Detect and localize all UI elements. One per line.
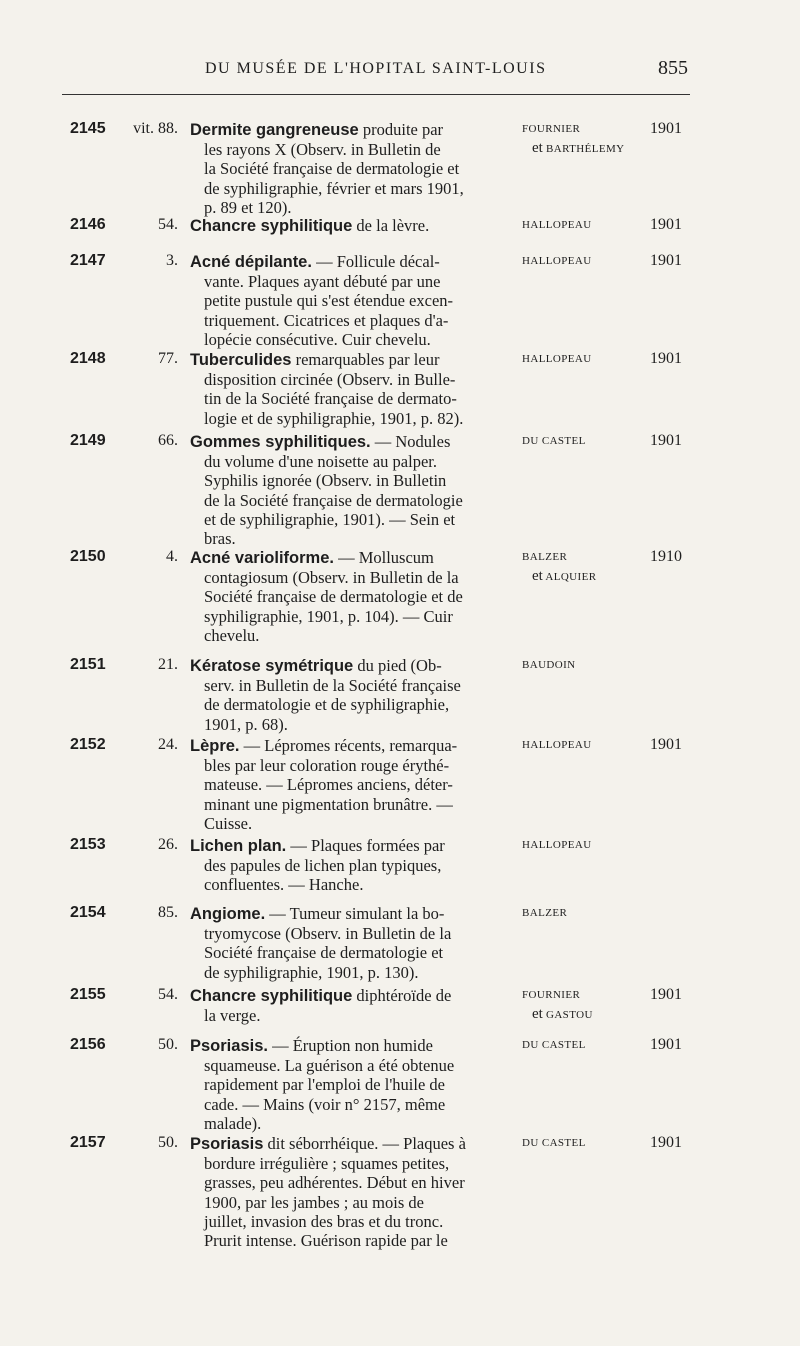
entry-description (190, 252, 508, 349)
entry-author-line-2 (522, 567, 652, 587)
entry-author-1: HALLOPEAU (522, 255, 592, 267)
page-number: 855 (658, 57, 688, 79)
entry-text-line: Société française de dermatologie et de (204, 587, 463, 607)
entry-first-line (190, 432, 508, 452)
entry-text-line: et de syphiligraphie, 1901). — Sein et (204, 509, 456, 529)
entry-description (190, 1036, 508, 1133)
entry-text-line: bles par leur coloration rouge érythé- (204, 756, 450, 776)
entry-title: Chancre syphilitique (190, 987, 353, 1005)
entry-text-line: produite par (362, 120, 444, 139)
entry-first-line (190, 252, 508, 272)
entry-first-line (190, 548, 508, 568)
entry-authors (522, 432, 652, 451)
entry-authors (522, 350, 652, 369)
entry-text-line: tin de la Société française de dermato- (204, 389, 457, 409)
entry-text-line: p. 89 et 120). (204, 197, 292, 217)
entry-first-line (190, 1036, 508, 1056)
entry-author-1: BAUDOIN (522, 659, 576, 671)
entry-text-line: squameuse. La guérison a été obtenue (204, 1056, 455, 1076)
entry-number: 2148 (70, 350, 106, 367)
entry-author-conjunction: et (532, 568, 543, 585)
entry-authors (522, 120, 652, 159)
entry-author-1: BALZER (522, 551, 568, 563)
entry-number: 2155 (70, 986, 106, 1003)
entry-authors (522, 548, 652, 587)
entry-text-line: des papules de lichen plan typiques, (204, 856, 442, 876)
entry-text-line: rapidement par l'emploi de l'huile de (204, 1075, 445, 1095)
entry-year: 1910 (650, 548, 682, 565)
entry-author-1: BALZER (522, 907, 568, 919)
entry-title: Dermite gangreneuse (190, 121, 359, 139)
entry-reference: 54. (158, 986, 178, 1003)
entry-author-1: HALLOPEAU (522, 739, 592, 751)
entry-author-1: FOURNIER (522, 123, 581, 135)
entry-text-line: bordure irrégulière ; squames petites, (204, 1154, 450, 1174)
entry-author-1: FOURNIER (522, 989, 581, 1001)
entry-author-1: DU CASTEL (522, 1039, 586, 1051)
entry-authors (522, 736, 652, 755)
entry-text-line: — Plaques formées par (290, 836, 445, 855)
entry-text-line: — Lépromes récents, remarqua- (243, 736, 458, 755)
entry-text-line: 1901, p. 68). (204, 714, 288, 734)
entry-author-conjunction: et (532, 1006, 543, 1023)
entry-first-line (190, 904, 508, 924)
entry-first-line (190, 986, 508, 1006)
entry-description (190, 350, 508, 428)
entry-text-line: minant une pigmentation brunâtre. — (204, 794, 453, 814)
entry-description (190, 986, 508, 1025)
entry-text-line: Prurit intense. Guérison rapide par le (204, 1231, 448, 1251)
entry-authors (522, 1036, 652, 1055)
entry-number: 2147 (70, 252, 106, 269)
entry-text-line: les rayons X (Observ. in Bulletin de (204, 140, 441, 160)
entry-author-2: BARTHÉLEMY (545, 143, 625, 156)
entry-title: Lichen plan. (190, 837, 287, 855)
entry-year: 1901 (650, 432, 682, 449)
entry-authors (522, 252, 652, 271)
entry-authors (522, 656, 652, 675)
entry-text-line: syphiligraphie, 1901, p. 104). — Cuir (204, 606, 453, 626)
entry-year: 1901 (650, 986, 682, 1003)
entry-number: 2149 (70, 432, 106, 449)
entry-text-line: de syphiligraphie, février et mars 1901, (204, 178, 464, 198)
entry-text-line: — Nodules (374, 432, 451, 451)
entry-text-line: vante. Plaques ayant débuté par une (204, 272, 441, 292)
entry-number: 2146 (70, 216, 106, 233)
entry-text-line: disposition circinée (Observ. in Bulle- (204, 370, 456, 390)
entry-reference: vit. 88. (133, 120, 178, 137)
entry-text-line: lopécie consécutive. Cuir chevelu. (204, 329, 431, 349)
entry-year: 1901 (650, 120, 682, 137)
entry-year: 1901 (650, 1134, 682, 1151)
entry-title: Psoriasis. (190, 1037, 268, 1055)
entry-author-line-2 (522, 1005, 652, 1025)
entry-reference: 66. (158, 432, 178, 449)
entry-authors (522, 1134, 652, 1153)
entry-reference: 24. (158, 736, 178, 753)
entry-reference: 50. (158, 1036, 178, 1053)
entry-text-line: de dermatologie et de syphiligraphie, (204, 695, 450, 715)
entry-title: Chancre syphilitique (190, 217, 353, 235)
entry-author-2: GASTOU (545, 1009, 593, 1022)
entry-author-1: HALLOPEAU (522, 353, 592, 365)
entry-text-line: serv. in Bulletin de la Société française (204, 676, 461, 696)
entry-number: 2152 (70, 736, 106, 753)
entry-authors (522, 904, 652, 923)
entry-text-line: de syphiligraphie, 1901, p. 130). (204, 962, 419, 982)
entry-year: 1901 (650, 216, 682, 233)
entry-description (190, 432, 508, 548)
entry-text-line: du volume d'une noisette au palper. (204, 452, 437, 472)
running-title: DU MUSÉE DE L'HOPITAL SAINT-LOUIS (205, 60, 547, 77)
entry-description (190, 656, 508, 734)
entry-number: 2156 (70, 1036, 106, 1053)
entry-title: Kératose symétrique (190, 657, 354, 675)
entry-text-line: Syphilis ignorée (Observ. in Bulletin (204, 471, 447, 491)
entry-text-line: la Société française de dermatologie et (204, 159, 460, 179)
entry-text-line: Société française de dermatologie et (204, 943, 444, 963)
entry-reference: 50. (158, 1134, 178, 1151)
entry-reference: 4. (166, 548, 178, 565)
entry-first-line (190, 736, 508, 756)
entry-reference: 26. (158, 836, 178, 853)
entry-author-1: DU CASTEL (522, 1137, 586, 1149)
entry-text-line: 1900, par les jambes ; au mois de (204, 1192, 424, 1212)
entry-text-line: remarquables par leur (295, 350, 440, 369)
entry-number: 2145 (70, 120, 106, 137)
entry-text-line: — Éruption non humide (272, 1036, 433, 1055)
entry-text-line: juillet, invasion des bras et du tronc. (204, 1211, 444, 1231)
entry-reference: 77. (158, 350, 178, 367)
entry-text-line: petite pustule qui s'est étendue excen- (204, 291, 454, 311)
entry-text-line: — Tumeur simulant la bo- (269, 904, 445, 923)
entry-author-1: HALLOPEAU (522, 219, 592, 231)
entry-year: 1901 (650, 252, 682, 269)
entry-reference: 85. (158, 904, 178, 921)
entry-first-line (190, 216, 508, 236)
entry-text-line: diphtéroïde de (356, 986, 452, 1005)
entry-number: 2157 (70, 1134, 106, 1151)
entry-reference: 54. (158, 216, 178, 233)
entry-author-conjunction: et (532, 140, 543, 157)
entry-first-line (190, 656, 508, 676)
entry-year: 1901 (650, 350, 682, 367)
entry-description (190, 904, 508, 982)
entry-text-line: mateuse. — Lépromes anciens, déter- (204, 775, 453, 795)
entry-title: Lèpre. (190, 737, 240, 755)
entry-author-line-2 (522, 139, 652, 159)
entry-title: Tuberculides (190, 351, 292, 369)
entry-text-line: contagiosum (Observ. in Bulletin de la (204, 568, 459, 588)
entry-text-line: du pied (Ob- (357, 656, 442, 675)
entry-text-line: triquement. Cicatrices et plaques d'a- (204, 310, 449, 330)
entry-authors (522, 986, 652, 1025)
entry-reference: 21. (158, 656, 178, 673)
entry-title: Angiome. (190, 905, 266, 923)
entry-text-line: Cuisse. (204, 813, 253, 833)
entry-text-line: cade. — Mains (voir n° 2157, même (204, 1094, 446, 1114)
entry-title: Acné varioliforme. (190, 549, 334, 567)
entry-description (190, 120, 508, 217)
entry-first-line (190, 836, 508, 856)
entry-description (190, 548, 508, 645)
entry-description (190, 216, 508, 236)
entry-first-line (190, 120, 508, 140)
entry-reference: 3. (166, 252, 178, 269)
entry-first-line (190, 1134, 508, 1154)
entry-year: 1901 (650, 1036, 682, 1053)
entry-text-line: de la lèvre. (356, 216, 430, 235)
entry-number: 2154 (70, 904, 106, 921)
entry-number: 2151 (70, 656, 106, 673)
entry-author-2: ALQUIER (545, 571, 597, 584)
entry-title: Psoriasis (190, 1135, 264, 1153)
entry-text-line: confluentes. — Hanche. (204, 875, 364, 895)
entry-text-line: bras. (204, 529, 236, 549)
entry-number: 2153 (70, 836, 106, 853)
entry-text-line: de la Société française de dermatologie (204, 490, 463, 510)
entry-first-line (190, 350, 508, 370)
entry-title: Gommes syphilitiques. (190, 433, 371, 451)
entry-text-line: — Molluscum (338, 548, 434, 567)
entry-authors (522, 836, 652, 855)
entry-title: Acné dépilante. (190, 253, 312, 271)
entry-year: 1901 (650, 736, 682, 753)
entry-text-line: logie et de syphiligraphie, 1901, p. 82). (204, 408, 464, 428)
entry-text-line: malade). (204, 1113, 262, 1133)
entry-description (190, 1134, 508, 1250)
entry-description (190, 836, 508, 895)
entry-author-1: DU CASTEL (522, 435, 586, 447)
entry-authors (522, 216, 652, 235)
header-rule (62, 94, 690, 95)
entry-text-line: dit séborrhéique. — Plaques à (267, 1134, 466, 1153)
entry-text-line: tryomycose (Observ. in Bulletin de la (204, 924, 452, 944)
entry-text-line: grasses, peu adhérentes. Début en hiver (204, 1173, 465, 1193)
entry-author-1: HALLOPEAU (522, 839, 592, 851)
entry-number: 2150 (70, 548, 106, 565)
entry-description (190, 736, 508, 833)
entry-text-line: chevelu. (204, 625, 260, 645)
entry-text-line: la verge. (204, 1006, 261, 1026)
entry-text-line: — Follicule décal- (316, 252, 440, 271)
